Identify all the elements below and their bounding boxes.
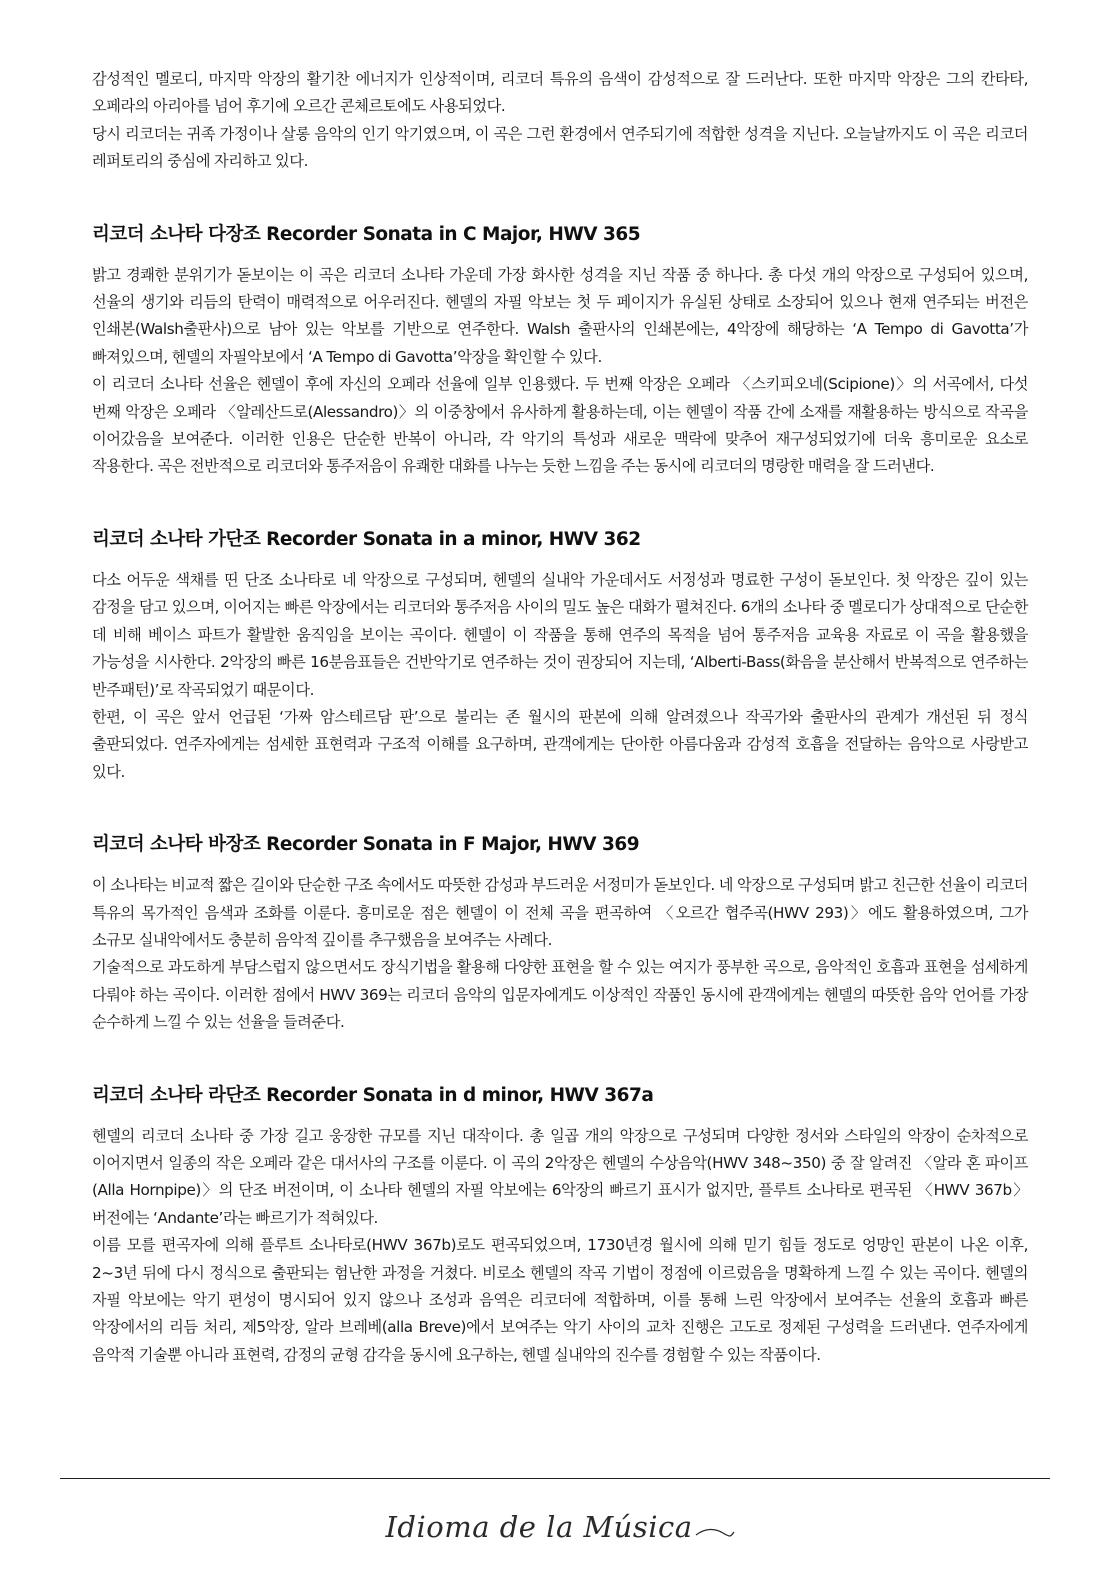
section-title: 리코더 소나타 바장조 Recorder Sonata in F Major, HWV 369 — [92, 834, 640, 856]
paragraph: 이 소나타는 비교적 짧은 길이와 단순한 구조 속에서도 따뜻한 감성과 부드러운 서정미가 돋보인다. 네 악장으로 구성되며 밝고 친근한 선율이 리코더 특유의 목가적인 음색과 조화를 이룬다. 흥미로운 점은 헨델이 이 전체 곡을 편곡하여 〈오르간 협주곡(HWV 293)〉에도 활용하였으며, 그가 소규모 실내악에서도 충분히 음악적 깊이를 추구했음을 보여주는 사례다. — [92, 876, 1028, 949]
paragraph: 이름 모를 편곡자에 의해 플루트 소나타로(HWV 367b)로도 편곡되었으며, 1730년경 월시에 의해 믿기 힘들 정도로 엉망인 판본이 나온 이후, 2~3년 뒤에 다시 정식으로 출판되는 험난한 과정을 거쳤다. 비로소 헨델의 작곡 기법이 정점에 이르렀음을 명확하게 느낄 수 있는 곡이다. 헨델의 자필 악보에는 악기 편성이 명시되어 있지 않으나 조성과 음역은 리코더에 적합하며, 이를 통해 느린 악장에서 보여주는 선율의 호흡과 빠른 악장에서의 리듬 처리, 제5악장, 알라 브레베(alla Breve)에서 보여주는 악기 사이의 교차 진행은 고도로 정제된 구성력을 드러낸다. 연주자에게 음악적 기술뿐 아니라 표현력, 감정의 균형 감각을 동시에 요구하는, 헨델 실내악의 진수를 경험할 수 있는 작품이다. — [92, 1236, 1028, 1364]
logo-text: Idioma de la Música — [385, 1510, 693, 1544]
paragraph: 당시 리코더는 귀족 가정이나 살롱 음악의 인기 악기였으며, 이 곡은 그런 환경에서 연주되기에 적합한 성격을 지닌다. 오늘날까지도 이 곡은 리코더 레퍼토리의 중심에 자리하고 있다. — [92, 124, 1028, 171]
paragraph: 헨델의 리코더 소나타 중 가장 길고 웅장한 규모를 지닌 대작이다. 총 일곱 개의 악장으로 구성되며 다양한 정서와 스타일의 악장이 순차적으로 이어지면서 일종의 작은 오페라 같은 대서사의 구조를 이룬다. 이 곡의 2악장은 헨델의 수상음악(HWV 348~350) 중 잘 알려진 〈알라 혼 파이프(Alla Hornpipe)〉의 단조 버전이며, 이 소나타 헨델의 자필 악보에는 6악장의 빠르기 표시가 없지만, 플루트 소나타로 편곡된 〈HWV 367b〉 버전에는 ‘Andante’라는 빠르기가 적혀있다. — [92, 1126, 1028, 1227]
footer-divider — [60, 1478, 1050, 1479]
paragraph: 한편, 이 곡은 앞서 언급된 ‘가짜 암스테르담 판’으로 불리는 존 월시의 판본에 의해 알려졌으나 작곡가와 출판사의 관계가 개선된 뒤 정식 출판되었다. 연주자에게는 섬세한 표현력과 구조적 이해를 요구하며, 관객에게는 단아한 아름다움과 감성적 호흡을 전달하는 음악으로 사랑받고 있다. — [92, 707, 1028, 781]
paragraph: 다소 어두운 색채를 띤 단조 소나타로 네 악장으로 구성되며, 헨델의 실내악 가운데서도 서정성과 명료한 구성이 돋보인다. 첫 악장은 깊이 있는 감정을 담고 있으며, 이어지는 빠른 악장에서는 리코더와 통주저음 사이의 밀도 높은 대화가 펼쳐진다. 6개의 소나타 중 멜로디가 상대적으로 단순한 데 비해 베이스 파트가 활발한 움직임을 보이는 곡이다. 헨델이 이 작품을 통해 연주의 목적을 넘어 통주저음 교육용 자료로 이 곡을 활용했을 가능성을 시사한다. 2악장의 빠른 16분음표들은 건반악기로 연주하는 것이 권장되어 지는데, ‘Alberti-Bass(화음을 분산해서 반복적으로 연주하는 반주패턴)’로 작곡되었기 때문이다. — [92, 570, 1028, 699]
page-content — [92, 66, 1028, 1369]
logo-swash-icon — [695, 1526, 735, 1540]
footer-logo — [0, 1510, 1120, 1544]
paragraph: 감성적인 멜로디, 마지막 악장의 활기찬 에너지가 인상적이며, 리코더 특유의 음색이 감성적으로 잘 드러난다. 또한 마지막 악장은 그의 칸타타, 오페라의 아리아를 넘어 후기에 오르간 콘체르토에도 사용되었다. — [92, 70, 1028, 116]
section-d-minor — [92, 1083, 1028, 1370]
section-a-minor — [92, 527, 1028, 786]
paragraph: 이 리코더 소나타 선율은 헨델이 후에 자신의 오페라 선율에 일부 인용했다. 두 번째 악장은 오페라 〈스키피오네(Scipione)〉의 서곡에서, 다섯 번째 악장은 오페라 〈알레산드로(Alessandro)〉의 이중창에서 유사하게 활용하는데, 이는 헨델이 작품 간에 소재를 재활용하는 방식으로 작곡을 이어갔음을 보여준다. 이러한 인용은 단순한 반복이 아니라, 각 악기의 특성과 새로운 맥락에 맞추어 재구성되었기에 더욱 흥미로운 요소로 작용한다. 곡은 전반적으로 리코더와 통주저음이 유쾌한 대화를 나누는 듯한 느낌을 주는 동시에 리코더의 명랑한 매력을 잘 드러낸다. — [92, 375, 1028, 476]
section-title: 리코더 소나타 다장조 Recorder Sonata in C Major, HWV 365 — [92, 223, 641, 245]
intro-block — [92, 66, 1028, 176]
section-f-major — [92, 832, 1028, 1036]
section-c-major — [92, 222, 1028, 481]
paragraph: 밝고 경쾌한 분위기가 돋보이는 이 곡은 리코더 소나타 가운데 가장 화사한 성격을 지닌 작품 중 하나다. 총 다섯 개의 악장으로 구성되어 있으며, 선율의 생기와 리듬의 탄력이 매력적으로 어우러진다. 헨델의 자필 악보는 첫 두 페이지가 유실된 상태로 소장되어 있으나 현재 연주되는 버전은 인쇄본(Walsh출판사)으로 남아 있는 악보를 기반으로 연주한다. Walsh 출판사의 인쇄본에는, 4악장에 해당하는 ‘A Tempo di Gavotta’가 빠져있으며, 헨델의 자필악보에서 ‘A Tempo di Gavotta’악장을 확인할 수 있다. — [92, 265, 1028, 366]
paragraph: 기술적으로 과도하게 부담스럽지 않으면서도 장식기법을 활용해 다양한 표현을 할 수 있는 여지가 풍부한 곡으로, 음악적인 호흡과 표현을 섬세하게 다뤄야 하는 곡이다. 이러한 점에서 HWV 369는 리코더 음악의 입문자에게도 이상적인 작품인 동시에 관객에게는 헨델의 따뜻한 음악 언어를 가장 순수하게 느낄 수 있는 선율을 들려준다. — [92, 958, 1028, 1032]
section-title: 리코더 소나타 라단조 Recorder Sonata in d minor, HWV 367a — [92, 1084, 654, 1106]
section-title: 리코더 소나타 가단조 Recorder Sonata in a minor, HWV 362 — [92, 528, 641, 550]
